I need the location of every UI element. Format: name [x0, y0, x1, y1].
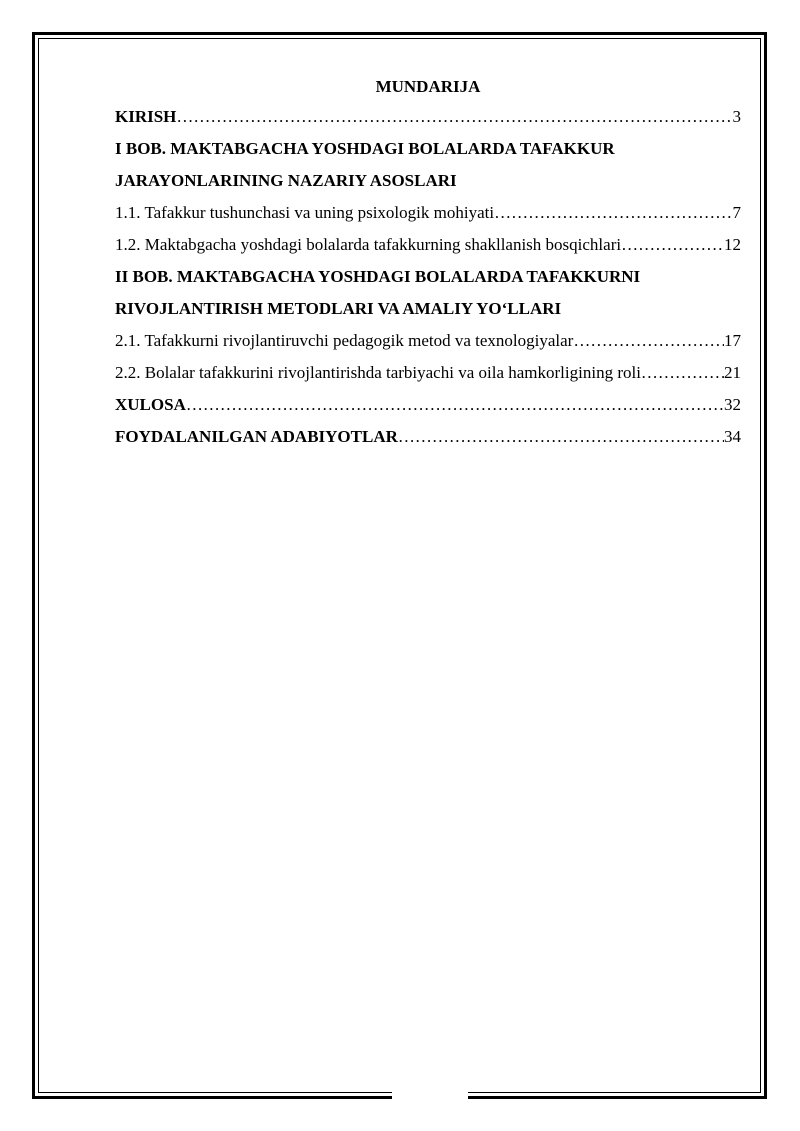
toc-leader-dots	[176, 101, 732, 133]
toc-entry-xulosa[interactable]	[115, 389, 741, 421]
toc-entry-text: 2.2. Bolalar tafakkurini rivojlantirishda tarbiyachi va oila hamkorligining roli	[115, 363, 641, 382]
toc-entry-1-2[interactable]	[115, 229, 741, 261]
toc-leader-dots	[186, 389, 724, 421]
toc-page-number: 32	[724, 395, 741, 414]
toc-leader-dots	[641, 357, 724, 389]
toc-entry-text: 1.2. Maktabgacha yoshdagi bolalarda tafakkurning shakllanish bosqichlari	[115, 235, 622, 254]
toc-leader-dots	[494, 197, 732, 229]
toc-entry-text: 1.1. Tafakkur tushunchasi va uning psixologik mohiyati	[115, 203, 495, 222]
toc-page-number: 3	[732, 107, 741, 126]
toc-page-number: 12	[724, 235, 741, 254]
toc-entry-kirish[interactable]	[115, 101, 741, 133]
toc-entry-2-1[interactable]	[115, 325, 741, 357]
toc-leader-dots	[573, 325, 724, 357]
toc-page-number: 17	[724, 331, 741, 350]
toc-chapter-1-heading-line2[interactable]: JARAYONLARINING NAZARIY ASOSLARI	[115, 171, 457, 190]
table-of-contents	[115, 73, 741, 453]
toc-page-number: 34	[724, 427, 741, 446]
toc-page-number: 21	[724, 363, 741, 382]
toc-title: MUNDARIJA	[375, 77, 481, 96]
toc-entry-text: XULOSA	[115, 395, 186, 414]
toc-leader-dots	[621, 229, 724, 261]
toc-leader-dots	[398, 421, 724, 453]
toc-entry-2-2[interactable]	[115, 357, 741, 389]
toc-entry-text: KIRISH	[115, 107, 177, 126]
toc-entry-text: 2.1. Tafakkurni rivojlantiruvchi pedagogik metod va texnologiyalar	[115, 331, 574, 350]
border-gap	[392, 1088, 468, 1100]
toc-entry-text: FOYDALANILGAN ADABIYOTLAR	[115, 427, 398, 446]
toc-entry-adabiyotlar[interactable]	[115, 421, 741, 453]
toc-chapter-2-heading-line2[interactable]: RIVOJLANTIRISH METODLARI VA AMALIY YO‘LLARI	[115, 299, 562, 318]
toc-page-number: 7	[732, 203, 741, 222]
toc-chapter-2-heading-line1[interactable]: II BOB. MAKTABGACHA YOSHDAGI BOLALARDA TAFAKKURNI	[115, 267, 641, 286]
toc-chapter-1-heading-line1[interactable]: I BOB. MAKTABGACHA YOSHDAGI BOLALARDA TAFAKKUR	[115, 139, 615, 158]
toc-entry-1-1[interactable]	[115, 197, 741, 229]
